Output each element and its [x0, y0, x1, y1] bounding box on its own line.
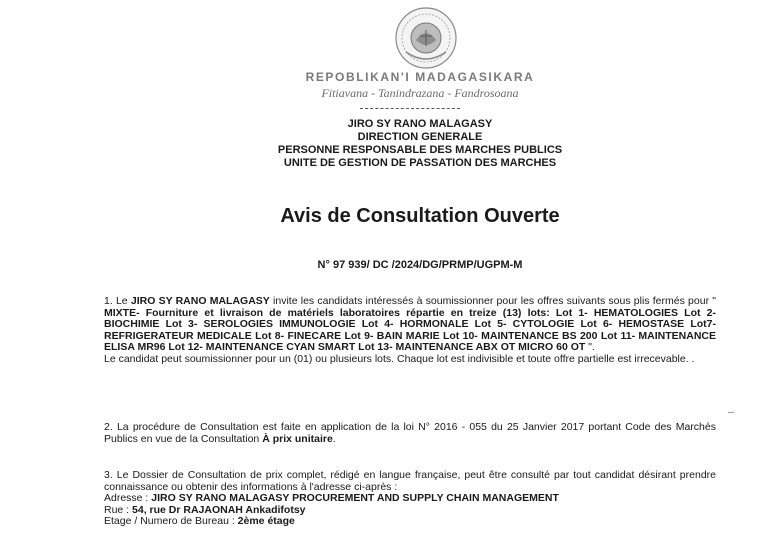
address-label: Adresse : — [104, 492, 152, 504]
organization-block — [190, 118, 650, 170]
republic-title: REPOBLIKAN'I MADAGASIKARA — [305, 70, 535, 84]
p2-price-type: À prix unitaire — [262, 432, 333, 445]
org-line-prmp: PERSONNE RESPONSABLE DES MARCHES PUBLICS — [277, 144, 563, 156]
street-label: Rue : — [104, 503, 133, 516]
p1-invite-text: invite les candidats intéressés à soumissionner pour les offres suivants sous plis fermés pour " — [269, 295, 716, 307]
paragraph-2 — [104, 422, 716, 445]
p1-close-quote: ". — [585, 341, 595, 353]
paragraph-3 — [104, 470, 716, 528]
p2-period: . — [332, 432, 336, 445]
p1-lots-list: MIXTE- Fourniture et livraison de matériels laboratoires répartie en treize (13) lots: Lot 1- HEMATOLOGIES Lot 2- BIOCHIMIE Lot 3- SEROLOGIES IMMUNOLOGIE Lot 4- HORMONALE Lot 5- CYTOLOGIE Lot 6- HEMOSTASE Lot7- REFRIGERATEUR MEDICALE Lot 8- FINECARE Lot 9- BAIN MARIE Lot 10- MAINTENANCE BS 200 Lot 11- MAINTENANCE ELISA MR96 Lot 12- MAINTENANCE CYAN SMART Lot 13- MAINTENANCE ABX OT MICRO 60 OT — [104, 306, 716, 353]
p1-intro: 1. Le — [104, 295, 131, 307]
org-line-company: JIRO SY RANO MALAGASY — [347, 118, 493, 130]
street-value: 54, rue Dr RAJAONAH Ankadifotsy — [132, 503, 306, 516]
p1-company: JIRO SY RANO MALAGASY — [130, 295, 270, 307]
floor-label: Etage / Numero de Bureau : — [104, 515, 238, 527]
paragraph-1 — [104, 296, 716, 365]
org-line-direction: DIRECTION GENERALE — [357, 131, 483, 143]
address-value: JIRO SY RANO MALAGASY PROCUREMENT AND SUPPLY CHAIN MANAGEMENT — [151, 492, 559, 504]
p3-text: 3. Le Dossier de Consultation de prix complet, rédigé en langue française, peut être consulté par tout candidat désirant prendre connaissance ou obtenir des informations à l'adresse ci-après : — [104, 469, 716, 493]
national-motto: Fitiavana - Tanindrazana - Fandrosoana — [321, 86, 519, 100]
notice-title: Avis de Consultation Ouverte — [280, 205, 560, 227]
national-seal-emblem — [394, 6, 458, 70]
floor-value: 2ème étage — [237, 515, 295, 527]
org-line-ugpm: UNITE DE GESTION DE PASSATION DES MARCHES — [283, 157, 557, 169]
margin-mark — [728, 412, 734, 413]
p2-text: 2. La procédure de Consultation est faite en application de la loi N° 2016 - 055 du 25 Janvier 2017 portant Code des Marchés Publics en vue de la Consultation — [104, 421, 716, 445]
separator-dashes — [360, 108, 460, 109]
p1-lots-note: Le candidat peut soumissionner pour un (01) ou plusieurs lots. Chaque lot est indivisible et toute offre partielle est irrecevable. . — [104, 352, 695, 365]
reference-number: N° 97 939/ DC /2024/DG/PRMP/UGPM-M — [317, 259, 523, 271]
